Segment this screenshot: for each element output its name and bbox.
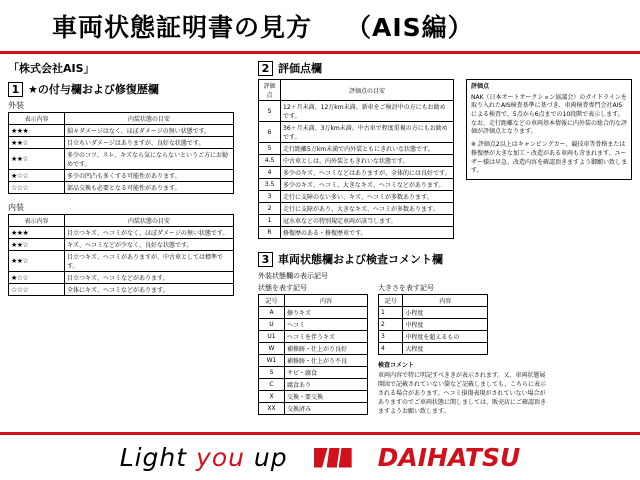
size-code: 4 <box>379 343 403 355</box>
table-row <box>259 319 368 331</box>
eval-table <box>258 79 454 239</box>
table-row <box>9 125 234 137</box>
section-1-title: ★の付与欄および修復歴欄 <box>28 83 159 96</box>
symbol-desc: ヘコミ <box>285 319 368 331</box>
table-row <box>259 355 368 367</box>
exterior-stars: ☆☆☆ <box>9 182 65 194</box>
eval-score: 6 <box>259 122 281 143</box>
table-row <box>259 203 454 215</box>
eval-desc: 多少のキズ、ヘコミ、大きなキズ、ヘコミなどがあります。 <box>281 179 454 191</box>
table-row <box>259 379 368 391</box>
size-col-1: 記号 <box>379 295 403 307</box>
symbol-desc: 擦りキズ <box>285 307 368 319</box>
eval-score: 3 <box>259 191 281 203</box>
eval-note-paragraph-2: ※ 評価点2以上はキャンピングカー、競技車等骨格または修復歴が大きな加工・改造がある車両も含まれます。ユーザー様は早急、改造内容を確認頂きますよう御願い致します。 <box>471 141 628 175</box>
symbol-state-table <box>258 294 368 415</box>
eval-desc: 走行距離5万km未満で内外装ともにきれいな状態です。 <box>281 143 454 155</box>
eval-desc: 修復歴のある・修復歴車です。 <box>281 227 454 239</box>
eval-desc: 36ヶ月未満、3万km未満。中古車で程度重視の方にもお勧めです。 <box>281 122 454 143</box>
section-3-heading <box>258 251 632 267</box>
slogan-part-o: o <box>211 443 229 472</box>
table-row <box>259 122 454 143</box>
slogan-part-y: y <box>196 443 212 472</box>
eval-score: 3.5 <box>259 179 281 191</box>
table-row <box>9 149 234 170</box>
interior-stars: ★★★ <box>9 227 65 239</box>
page-title: 車両状態証明書の見方 <box>52 12 313 42</box>
symbols-area <box>258 271 632 416</box>
inspection-comment-title: 検査コメント <box>378 362 415 369</box>
table-header-row <box>379 295 488 307</box>
size-desc: 大程度 <box>403 343 488 355</box>
exterior-desc: 部品交換も必要となる可能性があります。 <box>65 182 234 194</box>
symbol-right-column <box>378 283 548 416</box>
inspection-comment-body: 車両内容で特に明記すべききが表示されます。又、車両状態展開図で記載されていない箇など記載しましても、こちらに表示される場合があります。ヘコミ損傷表現がされていない場合がありますのでご車両状態に関しましては、販売店にご確認頂きますようお願い致します。 <box>378 372 547 415</box>
interior-stars: ★★☆ <box>9 251 65 272</box>
section-3-title: 車両状態欄および検査コメント欄 <box>278 253 443 266</box>
symbol-desc: ヘコミを伴うキズ <box>285 331 368 343</box>
section-2-heading <box>258 60 632 76</box>
eval-desc: 走行に支障のない多い、キズ、ヘコミが多数あります。 <box>281 191 454 203</box>
eval-score: 5 <box>259 143 281 155</box>
interior-desc: 目立つキズ、ヘコミがありますが、中古車としては標準です。 <box>65 251 234 272</box>
symbol-left-column <box>258 283 368 416</box>
symbol-left-title: 状態を表す記号 <box>258 284 307 292</box>
table-row <box>259 191 454 203</box>
eval-desc: 走行に支障があり、大きなキズ、ヘコミが多数あります。 <box>281 203 454 215</box>
exterior-stars: ★★☆ <box>9 137 65 149</box>
symbol-tables-row <box>258 283 632 416</box>
table-row <box>9 182 234 194</box>
table-row <box>259 367 368 379</box>
exterior-desc: 損々ダメージはなく、ほぼダメージの無い状態です。 <box>65 125 234 137</box>
symbol-desc: 補修跡・仕上がり良好 <box>285 343 368 355</box>
slogan-logo <box>120 443 288 472</box>
symbol-code: W <box>259 343 285 355</box>
interior-desc: 目立つキズ、ヘコミなどがあります。 <box>65 272 234 284</box>
symbol-right-title: 大きさを表す記号 <box>378 284 434 292</box>
table-row <box>9 284 234 296</box>
table-row <box>259 307 368 319</box>
eval-desc: 多少のキズ、ヘコミなどはありますが、全体的には良好です。 <box>281 167 454 179</box>
table-row <box>259 101 454 122</box>
exterior-desc: 多少の凹凸も多くする可能性があります。 <box>65 170 234 182</box>
eval-desc: 中古車としは、内外装ともきれいな状態です。 <box>281 155 454 167</box>
right-column <box>258 60 632 416</box>
eval-score: S <box>259 101 281 122</box>
interior-desc: 全体にキズ、ヘコミなどがあります。 <box>65 284 234 296</box>
daihatsu-d-mark-icon <box>314 445 352 471</box>
table-row <box>259 331 368 343</box>
table-row <box>379 307 488 319</box>
interior-label: 内装 <box>8 203 24 212</box>
section-2-number: 2 <box>258 61 273 76</box>
symbol-desc: サビ・腐食 <box>285 367 368 379</box>
page-header <box>0 0 640 54</box>
eval-col-1: 評価点 <box>259 80 281 101</box>
brand-name: DAIHATSU <box>377 443 521 472</box>
symbol-code: U <box>259 319 285 331</box>
symbol-code: W1 <box>259 355 285 367</box>
eval-score: R <box>259 227 281 239</box>
symbol-desc: 腐食あり <box>285 379 368 391</box>
section-1-heading <box>8 81 240 97</box>
exterior-col-1: 表示内容 <box>9 113 65 125</box>
eval-desc: 冠水車などの特別規定車両が該当します。 <box>281 215 454 227</box>
interior-stars: ★★☆ <box>9 239 65 251</box>
exterior-desc: 多少のコツ、スレ、キズなら気にならないというご方にお勧めです。 <box>65 149 234 170</box>
company-name: 「株式会社AIS」 <box>8 62 95 75</box>
size-desc: 小程度 <box>403 307 488 319</box>
eval-note-box <box>466 79 632 180</box>
eval-area <box>258 79 632 239</box>
symbol-desc: 補修跡・仕上がり不良 <box>285 355 368 367</box>
interior-col-1: 表示内容 <box>9 215 65 227</box>
table-row <box>259 143 454 155</box>
symbol-col-2: 内容 <box>285 295 368 307</box>
eval-col-2: 評価点の目安 <box>281 80 454 101</box>
interior-desc: キズ、ヘコミなどが少なく、良好な状態です。 <box>65 239 234 251</box>
slogan-part-light: Light <box>119 443 197 472</box>
eval-note-paragraph-1: NAK（日本オートオークション協議会）のガイドラインを取り入れたAIS検査基準に基づき、車両検査専門会社AISによる検査で、5点から6点までの10段階で表示します。なお、走行距離などの車両基本情報に内外装の総合的な評価が評価点となります。 <box>471 93 628 136</box>
interior-col-2: 内装状態の目安 <box>65 215 234 227</box>
symbol-code: A <box>259 307 285 319</box>
table-row <box>259 167 454 179</box>
symbol-desc: 交換済み <box>285 403 368 415</box>
size-code: 1 <box>379 307 403 319</box>
eval-score: 4 <box>259 167 281 179</box>
section-1-number: 1 <box>8 82 23 97</box>
table-row <box>9 227 234 239</box>
table-header-row <box>9 113 234 125</box>
interior-stars: ★☆☆ <box>9 272 65 284</box>
table-row <box>9 239 234 251</box>
table-row <box>9 251 234 272</box>
table-header-row <box>259 80 454 101</box>
table-row <box>9 170 234 182</box>
symbol-code: S <box>259 367 285 379</box>
table-header-row <box>9 215 234 227</box>
table-row <box>379 343 488 355</box>
symbol-size-table <box>378 294 488 355</box>
table-row <box>259 215 454 227</box>
eval-score: 1 <box>259 215 281 227</box>
interior-table <box>8 214 234 296</box>
table-row <box>379 319 488 331</box>
page-subtitle: （AIS編） <box>346 12 474 42</box>
table-row <box>259 403 368 415</box>
symbols-heading: 外装状態欄の表示記号 <box>258 272 328 280</box>
eval-score: 4.5 <box>259 155 281 167</box>
interior-stars: ☆☆☆ <box>9 284 65 296</box>
section-2-title: 評価点欄 <box>278 62 322 75</box>
symbol-code: XX <box>259 403 285 415</box>
size-col-2: 内容 <box>403 295 488 307</box>
exterior-label: 外装 <box>8 101 24 110</box>
table-row <box>379 331 488 343</box>
eval-score: 2 <box>259 203 281 215</box>
section-3-number: 3 <box>258 252 273 267</box>
table-header-row <box>259 295 368 307</box>
exterior-stars: ★★☆ <box>9 149 65 170</box>
exterior-table <box>8 112 234 194</box>
exterior-col-2: 内装状態の目安 <box>65 113 234 125</box>
size-code: 3 <box>379 331 403 343</box>
size-desc: 中程度 <box>403 319 488 331</box>
exterior-stars: ★☆☆ <box>9 170 65 182</box>
symbol-col-1: 記号 <box>259 295 285 307</box>
exterior-stars: ★★★ <box>9 125 65 137</box>
inspection-comment-block <box>378 361 548 416</box>
table-row <box>259 343 368 355</box>
slogan-part-u: u <box>228 443 245 472</box>
interior-desc: 目立つキズ、ヘコミがなく、ほぼダメージの無い状態です。 <box>65 227 234 239</box>
table-row <box>9 272 234 284</box>
symbol-code: C <box>259 379 285 391</box>
size-code: 2 <box>379 319 403 331</box>
symbol-code: U1 <box>259 331 285 343</box>
symbol-desc: 交換・要交換 <box>285 391 368 403</box>
table-row <box>259 391 368 403</box>
left-column <box>8 60 240 296</box>
slogan-part-up: up <box>244 443 288 472</box>
exterior-desc: 目立ちいダメージはありますが、良好な状態です。 <box>65 137 234 149</box>
table-row <box>259 155 454 167</box>
table-row <box>259 179 454 191</box>
eval-note-title: 評価点 <box>471 83 490 90</box>
table-row <box>259 227 454 239</box>
eval-desc: 12ヶ月未満、12万km未満。新車をご検討中の方にもお勧めです。 <box>281 101 454 122</box>
table-row <box>9 137 234 149</box>
symbol-code: X <box>259 391 285 403</box>
page-footer <box>0 432 640 480</box>
size-desc: 中程度を超えるもの <box>403 331 488 343</box>
